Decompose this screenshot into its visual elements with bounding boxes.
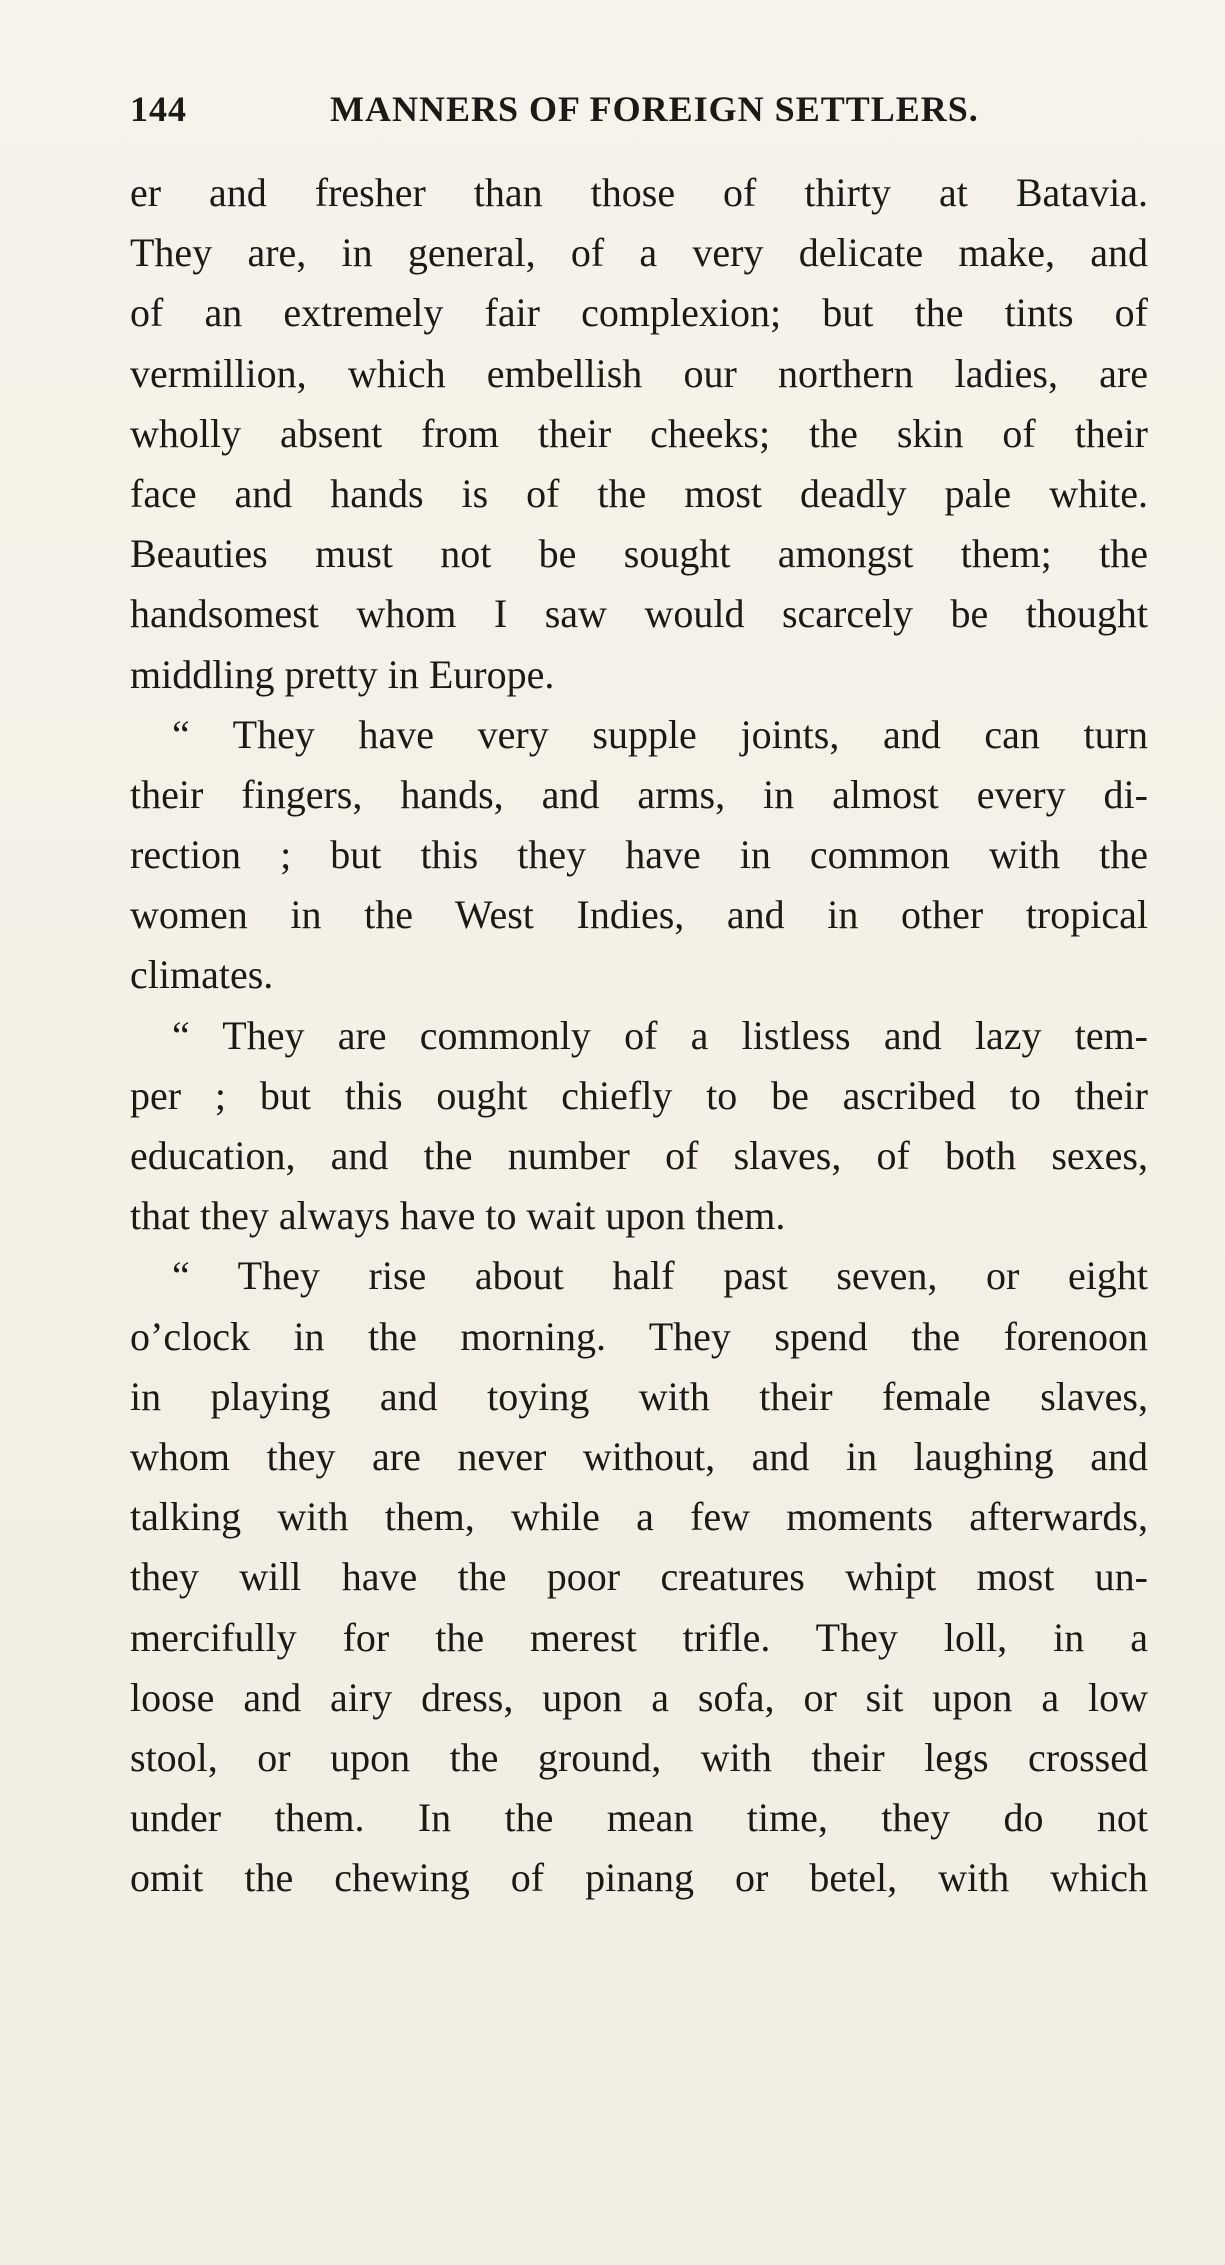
body-text (130, 163, 1148, 1908)
text-line: under them. In the mean time, they do not (130, 1795, 1148, 1841)
text-line: vermillion, which embellish our northern ladies, are (130, 350, 1148, 396)
text-line: handsomest whom I saw would scarcely be thought (130, 591, 1148, 637)
text-line: middling pretty in Europe. (130, 651, 555, 697)
text-line: face and hands is of the most deadly pale white. (130, 470, 1148, 516)
text-line: education, and the number of slaves, of both sexes, (130, 1133, 1148, 1178)
text-line: whom they are never without, and in laughing and (130, 1433, 1148, 1479)
running-head (130, 88, 1130, 148)
text-line: loose and airy dress, upon a sofa, or sit upon a low (130, 1674, 1148, 1720)
text-line: stool, or upon the ground, with their legs crossed (130, 1734, 1148, 1780)
text-line: “ They rise about half past seven, or eight (172, 1253, 1148, 1299)
text-line: er and fresher than those of thirty at Batavia. (130, 170, 1148, 215)
text-line: They are, in general, of a very delicate make, and (130, 230, 1148, 276)
text-line: their fingers, hands, and arms, in almost every di- (130, 771, 1148, 817)
text-line: o’clock in the morning. They spend the forenoon (130, 1313, 1148, 1359)
text-line: in playing and toying with their female slaves, (130, 1373, 1148, 1419)
text-line: climates. (130, 952, 274, 998)
text-line: “ They have very supple joints, and can turn (172, 711, 1148, 757)
text-line: talking with them, while a few moments afterwards, (130, 1494, 1148, 1540)
text-line: rection ; but this they have in common with the (130, 832, 1148, 878)
text-line: they will have the poor creatures whipt most un- (130, 1554, 1148, 1600)
text-line: that they always have to wait upon them. (130, 1193, 786, 1239)
text-line: mercifully for the merest trifle. They loll, in a (130, 1614, 1148, 1660)
text-line: omit the chewing of pinang or betel, with which (130, 1855, 1148, 1901)
page-number: 144 (130, 89, 187, 129)
text-line: wholly absent from their cheeks; the skin of their (130, 410, 1148, 456)
text-line: of an extremely fair complexion; but the tints of (130, 290, 1148, 336)
text-line: Beauties must not be sought amongst them; the (130, 531, 1148, 577)
text-line: “ They are commonly of a listless and lazy tem- (172, 1012, 1148, 1058)
text-line: women in the West Indies, and in other tropical (130, 892, 1148, 938)
running-head-title: MANNERS OF FOREIGN SETTLERS. (330, 89, 979, 129)
text-line: per ; but this ought chiefly to be ascribed to their (130, 1072, 1148, 1118)
